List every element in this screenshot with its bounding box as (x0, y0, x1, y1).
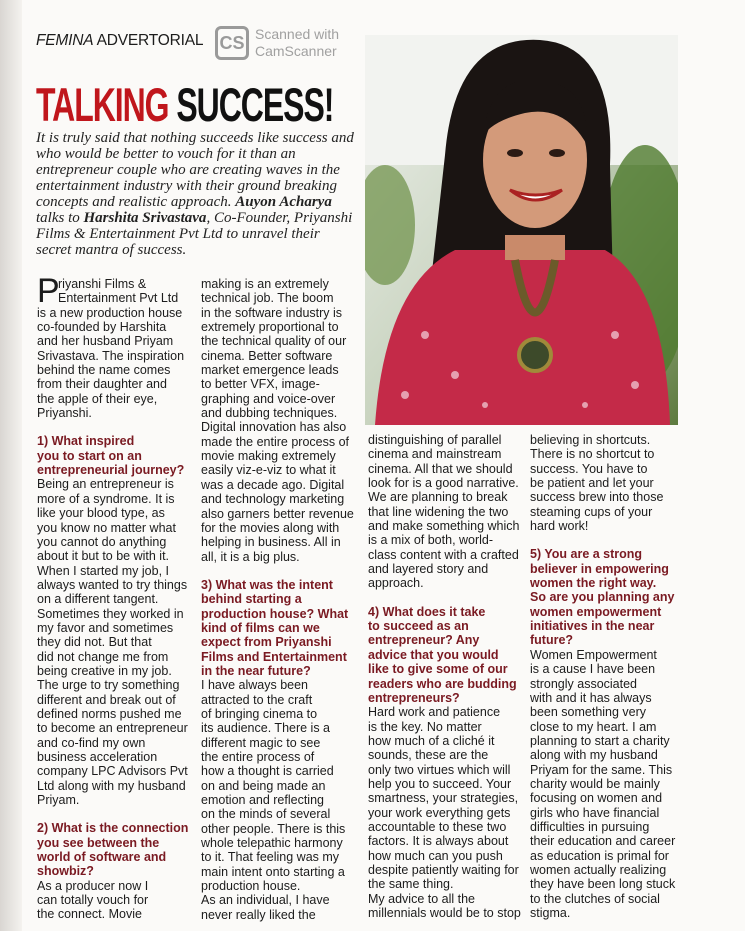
text-line: So are you planning any (530, 590, 675, 605)
text-line: extremely proportional to (201, 320, 339, 335)
text-line: to succeed as an (368, 619, 469, 634)
text-line: future? (530, 633, 574, 648)
text-line: technical job. The boom (201, 291, 334, 306)
text-line: focusing on women and (530, 791, 663, 806)
text-line: entrepreneurial journey? (37, 463, 185, 478)
text-line: is the key. No matter (368, 719, 482, 734)
text-line: for the movies along with (201, 520, 340, 535)
text-line: distinguishing of parallel (368, 433, 502, 447)
text-line: main intent onto starting a (201, 864, 345, 879)
answer-paragraph (37, 477, 193, 807)
paragraph-gap (201, 564, 357, 578)
text-line: difficulties in pursuing (530, 819, 650, 834)
text-line: and technology marketing (201, 492, 345, 507)
text-line: success brew into those (530, 490, 664, 505)
text-line: strongly associated (530, 676, 638, 691)
text-line: millennials would be to stop (368, 906, 521, 920)
article-column-4 (530, 433, 685, 920)
text-line: you know no matter what (37, 520, 176, 535)
text-line: my favor and sometimes (37, 620, 174, 635)
text-line: look for is a good narrative. (368, 476, 519, 491)
text-line: to it. That feeling was my (201, 850, 340, 865)
text-line: factors. It is always about (368, 834, 509, 849)
text-line: graphing and voice-over (201, 391, 336, 406)
text-line: 2) What is the connection (37, 821, 189, 836)
intro-standfirst (36, 130, 358, 258)
text-line: approach. (368, 576, 424, 591)
text-line: Priyanshi. (37, 406, 92, 421)
intro-connector: talks to (36, 210, 80, 226)
text-line: only two virtues which will (368, 762, 511, 777)
interview-question (201, 578, 357, 678)
headline (36, 80, 333, 130)
intro-interviewee: Harshita Srivastava (83, 210, 207, 226)
text-line: all, it is a big plus. (201, 549, 300, 564)
text-line: you to start on an (37, 448, 142, 463)
text-line: class content with a crafted (368, 547, 519, 562)
text-line: other people. There is this (201, 821, 346, 836)
text-line: entrepreneurs? (368, 690, 460, 705)
text-line: on and being made an (201, 778, 326, 793)
text-line: different magic to see (201, 735, 321, 750)
text-line: you see between the (37, 835, 160, 850)
text-line: believer in empowering (530, 561, 669, 576)
text-line: despite patiently waiting for (368, 862, 519, 877)
text-line: to the clutches of social (530, 891, 660, 906)
text-line: initiatives in the near (530, 619, 655, 634)
text-line: easily viz-e-viz to what it (201, 463, 336, 478)
text-line: that line widening the two (368, 504, 509, 519)
text-line: how much can you push (368, 848, 503, 863)
section-kicker (36, 32, 203, 50)
answer-paragraph (530, 648, 685, 921)
text-line: behind the name comes (37, 363, 171, 378)
text-line: smartness, your strategies, (368, 791, 519, 806)
text-line: production house. (201, 879, 301, 894)
text-line: the apple of their eye, (37, 391, 158, 406)
text-line: to better VFX, image- (201, 377, 320, 392)
kicker-label: ADVERTORIAL (96, 32, 204, 49)
scanner-watermark (215, 24, 355, 64)
text-line: cinema. Better software (201, 348, 333, 363)
text-line: co-founded by Harshita (37, 320, 167, 335)
text-line: they did not. But that (37, 635, 152, 650)
text-line: Priyam for the same. This (530, 762, 673, 777)
text-line: the technical quality of our (201, 334, 347, 349)
text-line: from their daughter and (37, 377, 167, 392)
text-line: production house? What (201, 606, 349, 621)
text-line: about it but to be with it. (37, 549, 170, 564)
text-line: is a mix of both, world- (368, 533, 494, 548)
text-line: on a different tangent. (37, 592, 159, 607)
interview-question (37, 434, 193, 477)
headline-red: TALKING (36, 78, 169, 131)
text-line: 5) You are a strong (530, 547, 643, 562)
text-line: Srivastava. The inspiration (37, 348, 185, 363)
text-line: market emergence leads (201, 363, 339, 378)
text-line: movie making extremely (201, 449, 336, 464)
text-line: As a producer now I (37, 878, 149, 893)
text-line: whole telepathic harmony (201, 836, 343, 851)
text-line: and co-find my own (37, 735, 146, 750)
text-line: like to give some of our (368, 662, 508, 677)
text-line: you cannot do anything (37, 534, 167, 549)
text-line: in the software industry is (201, 305, 343, 320)
text-line: helping in business. All in (201, 535, 341, 550)
text-line: Sometimes they worked in (37, 606, 184, 621)
text-line: 1) What inspired (37, 434, 135, 449)
text-line: business acceleration (37, 750, 158, 764)
text-line: the same thing. (368, 877, 454, 892)
text-line: did not change me from (37, 649, 169, 664)
answer-paragraph (201, 277, 357, 564)
text-line: be patient and let your (530, 476, 654, 491)
text-line: readers who are budding (368, 676, 517, 691)
text-line: like your blood type, as (37, 506, 165, 521)
text-line: Women Empowerment (530, 647, 657, 662)
text-line: being creative in my job. (37, 663, 172, 678)
text-line: I have always been (201, 678, 309, 693)
intro-author: Auyon Acharya (235, 194, 332, 210)
interview-question (530, 547, 685, 647)
text-line: is a new production house (37, 305, 183, 320)
text-line: hard work! (530, 519, 589, 534)
text-line: Films and Entertainment (201, 649, 347, 664)
text-line: Hard work and patience (368, 705, 501, 720)
text-line: and her husband Priyam (37, 334, 174, 349)
text-line: always wanted to try things (37, 577, 188, 592)
text-line: women empowerment (530, 604, 662, 619)
text-line: is a cause I have been (530, 662, 656, 677)
text-line: how much of a cliché it (368, 733, 495, 748)
article-column-1 (37, 272, 193, 922)
text-line: and make something which (368, 519, 520, 534)
answer-paragraph (201, 678, 357, 922)
text-line: can totally vouch for (37, 893, 149, 908)
watermark-text (255, 26, 339, 60)
text-line: never really liked the (201, 907, 316, 922)
text-line: cinema and mainstream (368, 447, 502, 462)
text-line: on the minds of several (201, 807, 331, 822)
text-line: emotion and reflecting (201, 793, 324, 808)
kicker-brand: FEMINA (36, 32, 94, 49)
text-line: As an individual, I have (201, 893, 330, 908)
text-line: Priyam. (37, 793, 80, 808)
text-line: and dubbing techniques. (201, 406, 338, 421)
text-line: expect from Priyanshi (201, 635, 332, 650)
text-line: sounds, these are the (368, 748, 489, 763)
text-line: Ltd along with my husband (37, 778, 186, 793)
text-line: behind starting a (201, 592, 302, 607)
text-line: its audience. There is a (201, 721, 331, 736)
text-line: 4) What does it take (368, 604, 486, 619)
text-line: charity would be mainly (530, 776, 660, 791)
text-line: riyanshi Films & (58, 277, 147, 291)
text-line: defined norms pushed me (37, 706, 182, 721)
text-line: advice that you would (368, 647, 499, 662)
text-line: accountable to these two (368, 819, 507, 834)
text-line: they have been long stuck (530, 877, 676, 892)
text-line: girls who have financial (530, 805, 660, 820)
text-line: help you to succeed. Your (368, 776, 512, 791)
paragraph-gap (368, 591, 522, 605)
portrait-photo (365, 35, 678, 425)
text-line: women actually realizing (530, 862, 667, 877)
text-line: Being an entrepreneur is (37, 477, 174, 492)
interview-question (37, 821, 193, 878)
text-line: women the right way. (530, 576, 657, 591)
text-line: 3) What was the intent (201, 577, 333, 592)
text-line: close to my heart. I am (530, 719, 657, 734)
text-line: Entertainment Pvt Ltd (58, 291, 179, 306)
watermark-line-2: CamScanner (255, 43, 337, 59)
text-line: When I started my job, I (37, 563, 169, 578)
drop-cap: P (37, 272, 60, 310)
text-line: of bringing cinema to (201, 706, 318, 721)
text-line: their education and career (530, 834, 676, 849)
text-line: was a decade ago. Digital (201, 477, 345, 492)
text-line: We are planning to break (368, 490, 508, 505)
paragraph-gap (37, 807, 193, 821)
text-line: world of software and (37, 850, 167, 865)
text-line: attracted to the craft (201, 692, 313, 707)
scanner-logo-icon: CS (215, 26, 249, 60)
text-line: as education is primal for (530, 848, 669, 863)
text-line: to become an entrepreneur (37, 721, 188, 736)
text-line: believing in shortcuts. (530, 433, 651, 447)
text-line: also garners better revenue (201, 506, 354, 521)
text-line: company LPC Advisors Pvt (37, 764, 188, 779)
watermark-line-1: Scanned with (255, 26, 340, 42)
text-line: The urge to try something (37, 678, 180, 693)
answer-paragraph (37, 879, 193, 922)
page-binding-edge (0, 0, 22, 931)
intro-tail: , Co-Founder, Priyanshi Films & Entertainment Pvt Ltd to unravel their secret mantra of success. (36, 210, 353, 258)
text-line: the entire process of (201, 750, 315, 764)
text-line: different and break out of (37, 692, 176, 707)
text-line: been something very (530, 705, 647, 720)
paragraph-gap (37, 420, 193, 434)
text-line: showbiz? (37, 864, 94, 879)
text-line: My advice to all the (368, 891, 475, 906)
paragraph-gap (530, 533, 685, 547)
text-line: entrepreneur? Any (368, 633, 480, 648)
answer-paragraph (368, 433, 522, 591)
text-line: making is an extremely (201, 277, 329, 291)
text-line: made the entire process of (201, 434, 349, 449)
lead-paragraph (37, 272, 193, 421)
answer-paragraph (368, 705, 522, 920)
text-line: your work everything gets (368, 805, 511, 820)
text-line: Digital innovation has also (201, 420, 347, 435)
article-column-2 (201, 277, 357, 922)
text-line: the connect. Movie (37, 907, 142, 922)
intro-text: It is truly said that nothing succeeds like success and who would be better to vouch for it than an entrepreneur couple who are creating waves in the entertainment industry with their ground breaking concepts and realistic approach. (36, 130, 354, 210)
text-line: with and it has always (530, 690, 652, 705)
text-line: along with my husband (530, 748, 658, 763)
text-line: stigma. (530, 906, 571, 920)
text-line: planning to start a charity (530, 733, 670, 748)
text-line: and layered story and (368, 562, 489, 577)
article-column-3 (368, 433, 522, 920)
text-line: more of a syndrome. It is (37, 491, 175, 506)
interview-question (368, 605, 522, 705)
answer-paragraph (530, 433, 685, 533)
text-line: There is no shortcut to (530, 447, 655, 462)
text-line: how a thought is carried (201, 764, 334, 779)
text-line: success. You have to (530, 461, 648, 476)
text-line: steaming cups of your (530, 504, 653, 519)
text-line: kind of films can we (201, 620, 320, 635)
headline-black: SUCCESS! (176, 78, 334, 131)
text-line: cinema. All that we should (368, 461, 513, 476)
text-line: in the near future? (201, 663, 311, 678)
